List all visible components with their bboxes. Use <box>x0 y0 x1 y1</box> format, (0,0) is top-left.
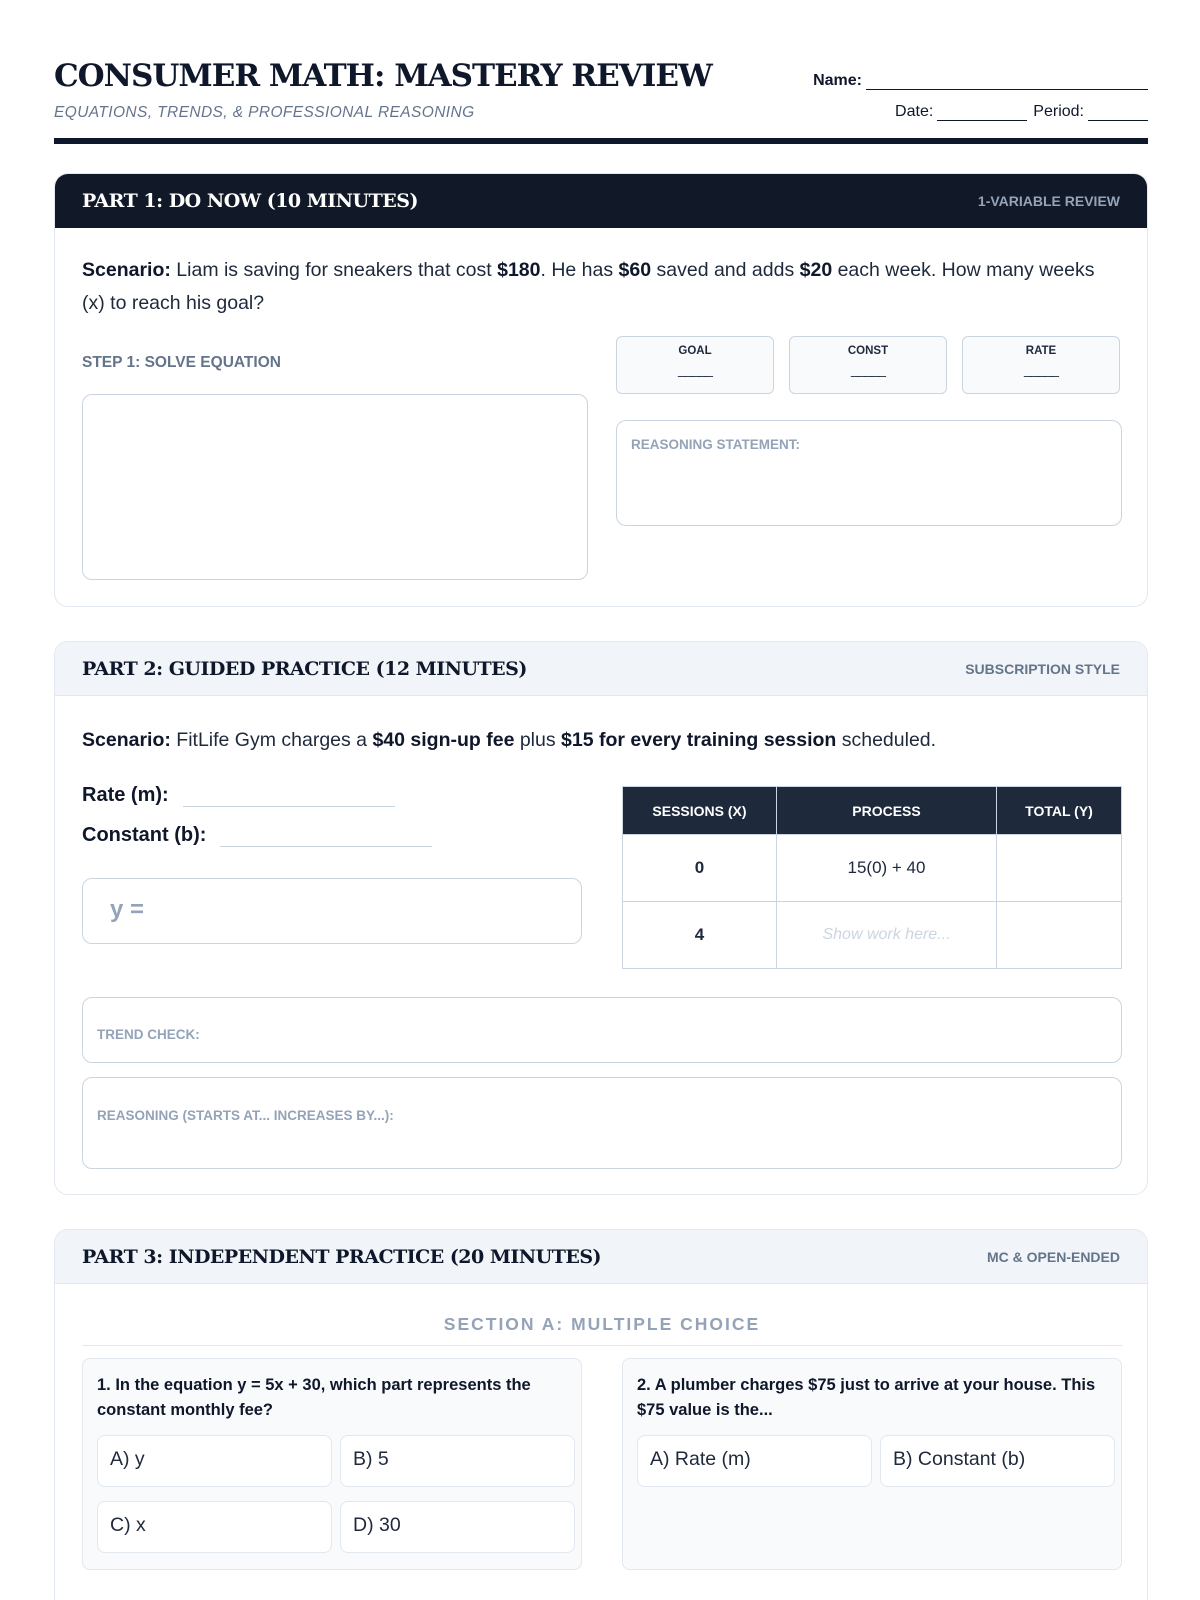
constant-field-label: Constant (b): <box>82 824 207 846</box>
process-table <box>622 786 1122 969</box>
rate-blank: _____ <box>1024 361 1058 377</box>
col-total: TOTAL (Y) <box>997 787 1122 835</box>
scenario-text: Liam is saving for sneakers that cost <box>170 259 498 281</box>
scenario-label: Scenario: <box>82 729 171 751</box>
scenario-text: plus <box>514 729 562 751</box>
process-cell: 15(0) + 40 <box>777 835 997 902</box>
scenario-value: $20 <box>799 259 833 281</box>
goal-box[interactable] <box>616 336 774 394</box>
q1-option-d[interactable]: D) 30 <box>340 1501 575 1553</box>
rate-label: RATE <box>1025 345 1057 357</box>
reasoning-statement-label: REASONING STATEMENT: <box>631 437 801 452</box>
rate-field-label: Rate (m): <box>82 784 169 806</box>
part2-card <box>54 641 1148 1195</box>
step1-label: STEP 1: SOLVE EQUATION <box>82 354 281 371</box>
reasoning-label: REASONING (STARTS AT... INCREASES BY...): <box>97 1108 394 1123</box>
q1-option-b[interactable]: B) 5 <box>340 1435 575 1487</box>
constant-field-blank[interactable] <box>220 831 432 847</box>
sessions-cell: 0 <box>623 835 777 902</box>
equation-input-box[interactable] <box>82 878 582 944</box>
part1-scenario <box>82 254 1122 320</box>
worksheet-header <box>54 0 1148 148</box>
goal-label: GOAL <box>678 345 712 357</box>
const-blank: _____ <box>851 361 885 377</box>
trend-check-box[interactable] <box>82 997 1122 1063</box>
scenario-value: $40 sign-up fee <box>372 729 515 751</box>
section-a-heading: SECTION A: MULTIPLE CHOICE <box>82 1314 1122 1346</box>
table-row <box>623 902 1122 969</box>
const-box[interactable] <box>789 336 947 394</box>
equation-prefix: y = <box>110 896 145 923</box>
scenario-text: saved and adds <box>651 259 800 281</box>
rate-field-blank[interactable] <box>183 791 395 807</box>
rate-box[interactable] <box>962 336 1120 394</box>
question-1-text: 1. In the equation y = 5x + 30, which part represents the constant monthly fee? <box>97 1376 531 1419</box>
part3-tag: MC & OPEN-ENDED <box>986 1248 1120 1265</box>
trend-check-label: TREND CHECK: <box>97 1027 200 1042</box>
col-sessions: SESSIONS (X) <box>623 787 777 835</box>
scenario-label: Scenario: <box>82 259 171 281</box>
q1-option-a[interactable]: A) y <box>97 1435 332 1487</box>
table-row <box>623 835 1122 902</box>
name-field[interactable] <box>813 72 1148 90</box>
part1-title: PART 1: DO NOW (10 MINUTES) <box>82 190 418 212</box>
table-header-row <box>623 787 1122 835</box>
const-label: CONST <box>847 345 889 357</box>
part3-title: PART 3: INDEPENDENT PRACTICE (20 MINUTES) <box>82 1245 602 1268</box>
total-cell[interactable] <box>997 835 1122 902</box>
part2-scenario <box>82 724 1122 757</box>
scenario-value: $60 <box>618 259 652 281</box>
part1-header <box>55 174 1147 228</box>
period-blank[interactable] <box>1088 107 1148 121</box>
scenario-text: scheduled. <box>836 729 937 751</box>
header-divider <box>54 138 1148 144</box>
reasoning-box[interactable] <box>82 1077 1122 1169</box>
solve-equation-box[interactable] <box>82 394 588 580</box>
q2-option-a[interactable]: A) Rate (m) <box>637 1435 872 1487</box>
question-1 <box>82 1358 582 1570</box>
rate-field[interactable] <box>82 784 395 807</box>
date-period-fields <box>895 103 1148 121</box>
reasoning-statement-box[interactable] <box>616 420 1122 526</box>
period-label: Period: <box>1033 103 1084 120</box>
scenario-value: $180 <box>497 259 541 281</box>
worksheet <box>54 0 1148 1536</box>
date-blank[interactable] <box>937 107 1027 121</box>
part3-header <box>55 1230 1147 1284</box>
part2-title: PART 2: GUIDED PRACTICE (12 MINUTES) <box>82 657 527 680</box>
page-subtitle: EQUATIONS, TRENDS, & PROFESSIONAL REASONING <box>54 104 475 121</box>
col-process: PROCESS <box>777 787 997 835</box>
part1-tag: 1-VARIABLE REVIEW <box>977 193 1120 209</box>
sessions-cell: 4 <box>623 902 777 969</box>
process-cell[interactable]: Show work here... <box>777 902 997 969</box>
scenario-text: FitLife Gym charges a <box>170 729 373 751</box>
part2-tag: SUBSCRIPTION STYLE <box>965 660 1120 677</box>
constant-field[interactable] <box>82 824 432 847</box>
name-blank[interactable] <box>866 76 1148 90</box>
name-label: Name: <box>813 72 862 89</box>
scenario-value: $15 for every training session <box>561 729 837 751</box>
question-2 <box>622 1358 1122 1570</box>
part2-header <box>55 642 1147 696</box>
scenario-text: each week. How many weeks (x) to reach his goal? <box>82 259 1095 314</box>
goal-blank: _____ <box>678 361 712 377</box>
scenario-text: . He has <box>540 259 619 281</box>
page-title: CONSUMER MATH: MASTERY REVIEW <box>54 58 712 94</box>
part3-card <box>54 1229 1148 1600</box>
total-cell[interactable] <box>997 902 1122 969</box>
date-label: Date: <box>895 103 934 120</box>
q1-option-c[interactable]: C) x <box>97 1501 332 1553</box>
part1-card <box>54 173 1148 607</box>
question-2-text: 2. A plumber charges $75 just to arrive at your house. This $75 value is the... <box>637 1376 1096 1419</box>
q2-option-b[interactable]: B) Constant (b) <box>880 1435 1115 1487</box>
